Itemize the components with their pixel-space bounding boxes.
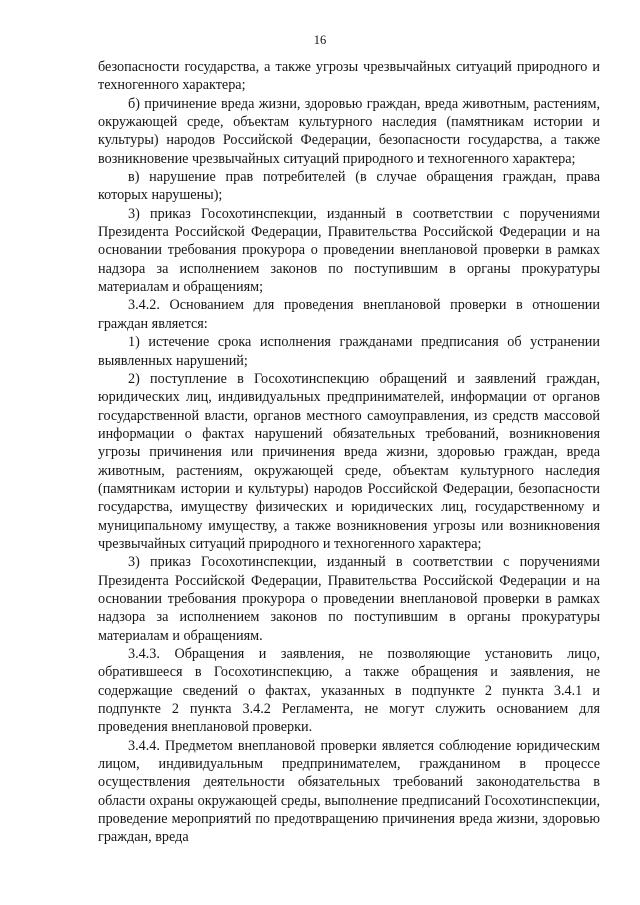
paragraph-3-4-2-item-1: 1) истечение срока исполнения гражданами предписания об устранении выявленных нарушений; xyxy=(98,334,600,369)
document-body xyxy=(98,58,600,847)
paragraph-continuation: безопасности государства, а также угрозы чрезвычайных ситуаций природного и техногенного характера; xyxy=(98,59,600,94)
paragraph-item-b: б) причинение вреда жизни, здоровью граждан, вреда животным, растениям, окружающей среде, объектам культурного наследия (памятникам истории и культуры) народов Российской Федерации, безопасности государства, а также возникновение чрезвычайных ситуаций природного и техногенного характера; xyxy=(98,95,600,167)
paragraph-3-4-2-item-3: 3) приказ Госохотинспекции, изданный в соответствии с поручениями Президента Российской Федерации, Правительства Российской Федерации и на основании требования прокурора о проведении внеплановой проверки в рамках надзора за исполнением законов по поступившим в органы прокуратуры материалам и обращениям. xyxy=(98,554,600,644)
paragraph-3-4-2: 3.4.2. Основанием для проведения внеплановой проверки в отношении граждан является: xyxy=(98,297,600,332)
paragraph-item-3: 3) приказ Госохотинспекции, изданный в соответствии с поручениями Президента Российской Федерации, Правительства Российской Федерации и на основании требования прокурора о проведении внеплановой проверки в рамках надзора за исполнением законов по поступившим в органы прокуратуры материалам и обращениям; xyxy=(98,205,600,296)
page-number: 16 xyxy=(313,33,327,47)
paragraph-item-v: в) нарушение прав потребителей (в случае обращения граждан, права которых нарушены); xyxy=(98,169,600,204)
paragraph-3-4-4: 3.4.4. Предметом внеплановой проверки является соблюдение юридическим лицом, индивидуальным предпринимателем, гражданином в процессе осуществления деятельности обязательных требований законодательства в области охраны окружающей среды, выполнение предписаний Госохотинспекции, проведение мероприятий по предотвращению причинения вреда жизни, здоровью граждан, вреда xyxy=(98,737,600,846)
paragraph-3-4-3: 3.4.3. Обращения и заявления, не позволяющие установить лицо, обратившееся в Госохотинспекцию, а также обращения и заявления, не содержащие сведений о фактах, указанных в подпункте 2 пункта 3.4.1 и подпункте 2 пункта 3.4.2 Регламента, не могут служить основанием для проведения внеплановой проверки. xyxy=(98,646,600,736)
paragraph-3-4-2-item-2: 2) поступление в Госохотинспекцию обращений и заявлений граждан, юридических лиц, индивидуальных предпринимателей, информации от органов государственной власти, органов местного самоуправления, из средств массовой информации о фактах нарушений обязательных требований, возникновения угрозы причинения или причинения вреда жизни, здоровью граждан, вреда животным, растениям, окружающей среде, объектам культурного наследия (памятникам истории и культуры) народов Российской Федерации, безопасности государства, имуществу физических и юридических лиц, государственному и муниципальному имуществу, а также возникновения угрозы или возникновения чрезвычайных ситуаций природного и техногенного характера; xyxy=(98,370,600,552)
